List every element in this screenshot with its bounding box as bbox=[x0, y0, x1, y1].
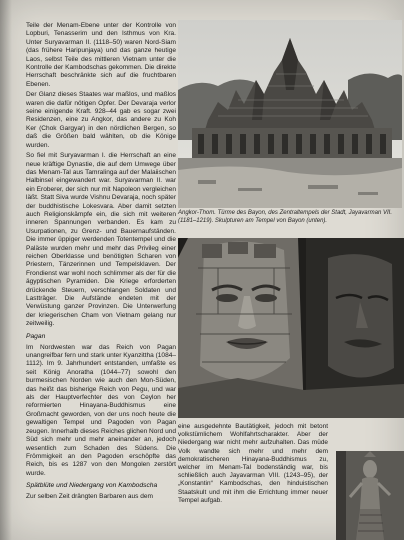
page-fold-shadow bbox=[0, 0, 12, 540]
apsara-relief-image bbox=[336, 451, 404, 540]
right-text-column bbox=[178, 423, 328, 505]
photo-bayon-faces bbox=[178, 238, 404, 418]
photo-caption: Angkor-Thom. Türme des Bayon, des Zentraltempels der Stadt, Jayavarman VII. (1181–1219). Skulpturen am Tempel von Bayon (unten). bbox=[178, 210, 392, 224]
paragraph-pagan: Im Nordwesten war das Reich von Pagan unangreifbar fern und stark unter Kyanzittha (1084–1112). Im 9. Jahrhundert entstanden, umfaßte es seit König Anoratha (1044–77) sowohl den burmesischen Norden wie auch den Mon-Süden, das heißt das bisherige Reich von Pegu, und war als der Hauptverfechter des von Ceylon her reformierten Hinayana-Buddhismus eine Großmacht geworden, von der uns noch heute die gewaltigen Tempel und Pagoden von Pagan zeugen. Innerhalb dieses Reiches glichen Nord und Süd sich mehr und mehr aneinander an, jedoch wesentlich zum Schaden des Südens. Die Frömmigkeit an den Pagoden erschöpfte das Reich, bis es 1287 von den Mongolen zerstört wurde. bbox=[26, 343, 176, 477]
heading-pagan: Pagan bbox=[26, 332, 46, 340]
paragraph-decline: Zur selben Zeit drängten Barbaren aus dem bbox=[26, 493, 154, 501]
left-text-column bbox=[26, 22, 176, 504]
paragraph-1: Teile der Menam-Ebene unter der Kontrolle von Lopburi, Tenasserim und den Isthmus von Kra. Unter Suryavarman II. (1118–50) waren Nord-Siam (das frühere Haripunjaya) und das ganze heutige Laos, selbst Teile des mittleren Vietnam unter die Kontrolle der Kambodschas gekommen. Die direkte Herrschaft beschränkte sich auf die fruchtbaren Ebenen. bbox=[26, 22, 176, 88]
bayon-faces-image bbox=[178, 238, 404, 418]
paragraph-2: Der Glanz dieses Staates war maßlos, und maßlos waren die dafür nötigen Opfer. Der Devaraja verlor seine einigende Kraft. 928–44 gab es sogar zwei Residenzen, eine zu Angkor, das andere zu Koh Ker (Chok Gargyar) in den nördlichen Bergen, so daß die Größen bald wählten, ob die Könige wurden. bbox=[26, 91, 176, 149]
bayon-towers-image bbox=[178, 20, 402, 208]
paragraph-right: eine ausgedehnte Bautätigkeit, jedoch mit betont volkstümlichem Wohlfahrtscharakter. Aber der Niedergang war nicht mehr aufzuhalten. Das müde Volk wandte sich mehr und mehr dem demokratischeren Hinayana-Buddhismus zu, welcher im Menam-Tal bodenständig war, bis schließlich auch Jayavarman VIII. (1243–95), der „Konstantin“ Kambodschas, den hinduistischen Staatskult und mit ihm die Errichtung immer neuer Tempel aufgab. bbox=[178, 423, 328, 504]
heading-decline: Spätblüte und Niedergang von Kambodscha bbox=[26, 482, 158, 490]
photo-apsara-relief bbox=[336, 451, 404, 540]
photo-bayon-towers bbox=[178, 20, 402, 208]
paragraph-3: So fiel mit Suryavarman I. die Herrschaft an eine neue kräftige Dynastie, die auf dem Umwege über das Menam-Tal aus Tamralinga auf der Malaiischen Halbinsel eingewandert war. Suryavarman II. war ein Eroberer, der sich nur mit Napoleon vergleichen läßt. Statt Siva wurde Vishnu Devaraja, noch später der buddhistische Lokesvara. Aber damit setzten auch Religionskämpfe ein, die sich mit weiteren inneren Spannungen verbanden. Es kam zu Usurpationen, zu Grenz- und Bauernaufständen. Die immer üppiger werdenden Totentempel und die Paläste wurden mehr und mehr das Privileg einer reichen Oberklasse und benötigten Scharen von Priestern, Tänzerinnen und Tempelsklaven. Der Frondienst war wohl noch schlimmer als der für die ägyptischen Pyramiden. Die Kriege erforderten drückende Steuern, verschlangen Soldaten und Lastträger. Die Aufstände endeten mit der Verwüstung ganzer Provinzen. Die Unterwerfung der kriegerischen Cham von Vietnam gelang nur zeitweilig. bbox=[26, 152, 176, 328]
